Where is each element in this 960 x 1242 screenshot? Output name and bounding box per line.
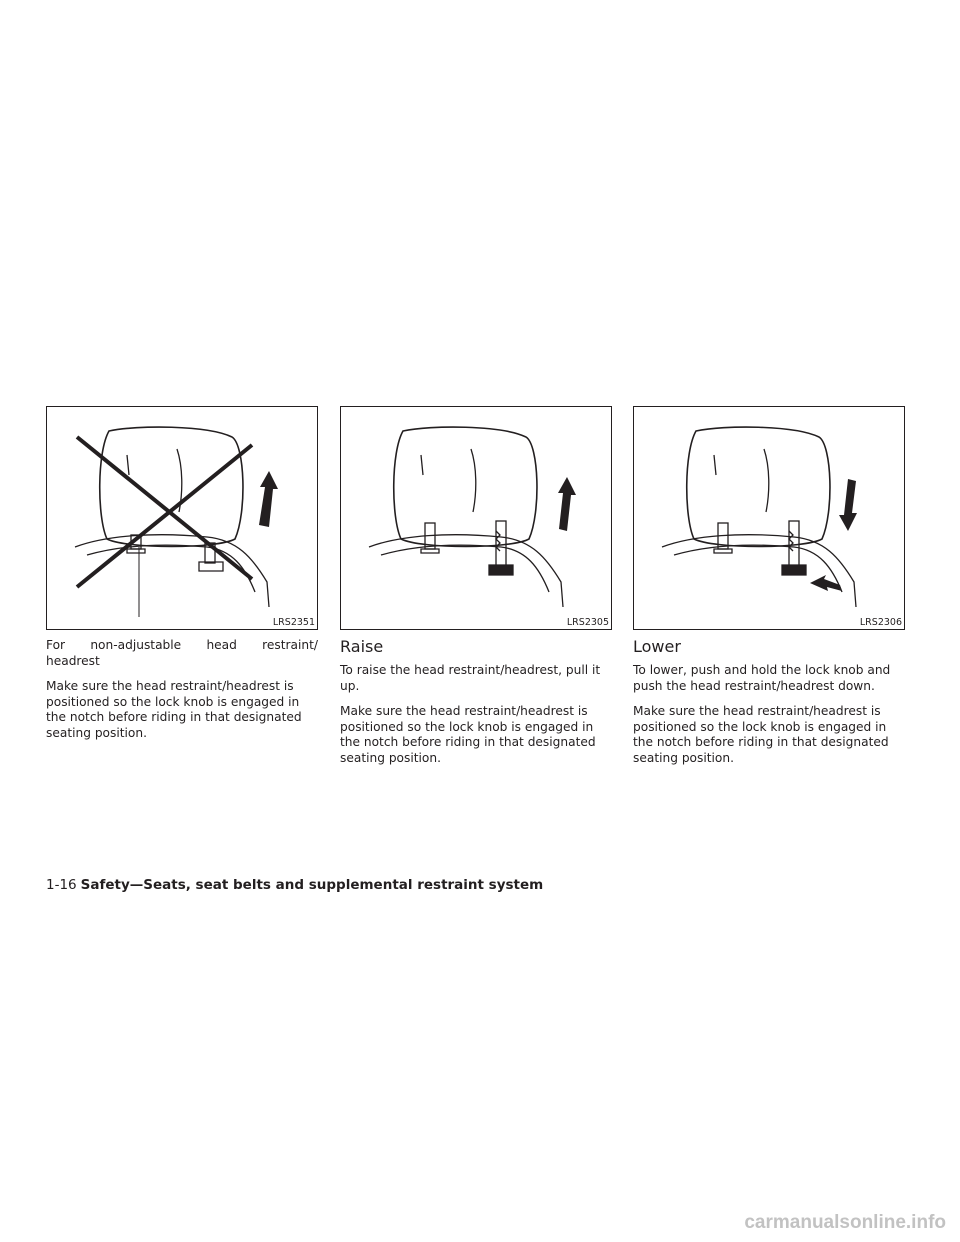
figure-code: LRS2305 (566, 617, 609, 628)
section-heading-raise: Raise (340, 637, 384, 656)
column-non-adjustable (46, 406, 318, 752)
intro-line-1: For non-adjustable head restraint/ (46, 638, 318, 652)
figure-non-adjustable-headrest (46, 406, 318, 630)
push-knob-arrow-icon (810, 575, 842, 591)
headrest-illustration (634, 407, 904, 629)
headrest-illustration (47, 407, 317, 629)
arrow-up-icon (558, 477, 576, 531)
section-heading-lower: Lower (633, 637, 681, 656)
body-text: Make sure the head restraint/headrest is positioned so the lock knob is engaged in the notch before riding in that designated seating position. (46, 679, 302, 740)
figure-code: LRS2351 (272, 617, 315, 628)
lower-instruction: To lower, push and hold the lock knob and push the head restraint/headrest down. (633, 663, 891, 693)
arrow-down-icon (839, 479, 857, 531)
raise-instruction: To raise the head restraint/headrest, pull it up. (340, 663, 601, 693)
column-lower (633, 406, 905, 777)
column-raise (340, 406, 612, 777)
page-number: 1-16 (46, 877, 77, 893)
arrow-up-icon (259, 471, 278, 527)
prohibited-cross-icon (77, 437, 252, 587)
figure-raise-headrest (340, 406, 612, 630)
intro-line-2: headrest (46, 653, 100, 668)
figure-lower-headrest (633, 406, 905, 630)
body-text: Make sure the head restraint/headrest is positioned so the lock knob is engaged in the notch before riding in that designated seating position. (633, 704, 889, 765)
page-footer (46, 877, 543, 893)
body-text: Make sure the head restraint/headrest is positioned so the lock knob is engaged in the notch before riding in that designated seating position. (340, 704, 596, 765)
section-title: Safety—Seats, seat belts and supplemental restraint system (80, 877, 544, 893)
watermark: carmanualsonline.info (744, 1212, 946, 1233)
figure-code: LRS2306 (859, 617, 902, 628)
headrest-illustration (341, 407, 611, 629)
